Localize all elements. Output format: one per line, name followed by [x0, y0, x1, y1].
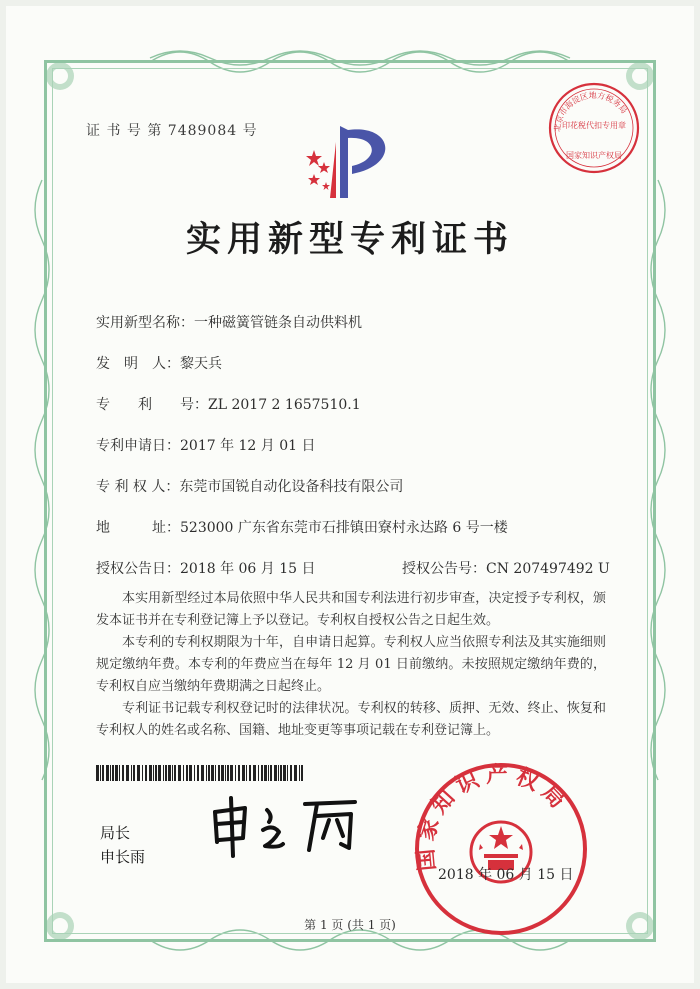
barcode-bar — [208, 765, 210, 781]
barcode-bar — [110, 765, 111, 781]
filing-date-label: 专利申请日： — [96, 438, 180, 454]
grant-number-row — [402, 558, 610, 578]
address-label: 地 址： — [96, 520, 180, 536]
barcode-bar — [106, 765, 109, 781]
barcode-bar — [238, 765, 240, 781]
cnipa-logo-icon — [300, 120, 410, 200]
body-paragraph-3: 专利证书记载专利权登记时的法律状况。专利权的转移、质押、无效、终止、恢复和专利权人的姓名或名称、国籍、地址变更等事项记载在专利登记簿上。 — [96, 701, 606, 738]
barcode-bar — [158, 765, 161, 781]
barcode-bar — [172, 765, 173, 781]
barcode-bar — [149, 765, 152, 781]
barcode-bar — [283, 765, 286, 781]
barcode-bar — [178, 765, 181, 781]
barcode-bar — [183, 765, 184, 781]
barcode-bar — [246, 765, 247, 781]
barcode-bar — [280, 765, 282, 781]
utility-model-name-value: 一种磁簧管链条自动供料机 — [194, 315, 362, 331]
barcode-bar — [197, 765, 199, 781]
barcode-bar — [102, 765, 104, 781]
barcode-bar — [301, 765, 303, 781]
svg-text:北京市海淀区地方税务局: 北京市海淀区地方税务局 — [552, 90, 629, 133]
patent-number-label: 专 利 号： — [96, 397, 208, 413]
barcode-bar — [221, 765, 224, 781]
barcode-bar — [215, 765, 216, 781]
barcode-bar — [249, 765, 251, 781]
barcode-bar — [287, 765, 288, 781]
seal-date: 2018 年 06 月 15 日 — [438, 867, 574, 883]
barcode-bar — [112, 765, 114, 781]
barcode-bar — [194, 765, 195, 781]
barcode-bar — [299, 765, 300, 781]
barcode-bar — [201, 765, 204, 781]
stamp-bottom-text: 国家知识产权局 — [566, 151, 622, 160]
patentee-value: 东莞市国锐自动化设备科技有限公司 — [179, 479, 404, 495]
barcode-bar — [153, 765, 154, 781]
certificate-title: 实用新型专利证书 — [185, 219, 514, 260]
stamp-center-text: 印花税代扣专用章 — [562, 121, 626, 130]
barcode-bar — [145, 765, 147, 781]
body-paragraph-2: 本专利的专利权期限为十年，自申请日起算。专利权人应当依照专利法及其实施细则规定缴纳年费。本专利的年费应当在每年 12 月 01 日前缴纳。未按照规定缴纳年费的，专利权自应当缴纳年费期满之日起终止。 — [96, 635, 606, 694]
barcode-bar — [270, 765, 272, 781]
patent-number-row — [96, 394, 361, 414]
barcode-bar — [206, 765, 207, 781]
barcode-bar — [278, 765, 279, 781]
barcode-bar — [274, 765, 277, 781]
director-title: 局长 — [100, 824, 131, 842]
barcode-bar — [122, 765, 124, 781]
barcode-bar — [189, 765, 192, 781]
barcode-bar — [137, 765, 140, 781]
barcode-bar — [225, 765, 226, 781]
svg-text:国家知识产权局: 国家知识产权局 — [412, 761, 575, 873]
director-signature — [205, 790, 365, 860]
patentee-label: 专 利 权 人： — [96, 479, 180, 495]
barcode-bar — [131, 765, 132, 781]
inventor-label: 发 明 人： — [96, 356, 180, 372]
cnipa-seal — [412, 760, 590, 938]
barcode-bar — [261, 765, 263, 781]
barcode-bar — [268, 765, 269, 781]
barcode-bar — [211, 765, 214, 781]
barcode-bar — [155, 765, 157, 781]
barcode-bar — [142, 765, 143, 781]
address-row — [96, 517, 508, 537]
barcode-bar — [242, 765, 245, 781]
tax-stamp — [546, 80, 642, 176]
barcode — [96, 765, 306, 781]
inventor-value: 黎天兵 — [180, 356, 222, 372]
barcode-bar — [235, 765, 236, 781]
barcode-bar — [163, 765, 164, 781]
grant-date-value: 2018 年 06 月 15 日 — [180, 561, 316, 577]
barcode-bar — [119, 765, 120, 781]
grant-date-row — [96, 558, 316, 578]
barcode-bar — [186, 765, 188, 781]
filing-date-row — [96, 435, 316, 455]
barcode-bar — [218, 765, 220, 781]
address-value: 523000 广东省东莞市石排镇田寮村永达路 6 号一楼 — [180, 520, 508, 536]
utility-model-name-label: 实用新型名称： — [96, 315, 194, 331]
director-name: 申长雨 — [100, 848, 146, 866]
patentee-row — [96, 476, 403, 496]
grant-date-label: 授权公告日： — [96, 561, 180, 577]
barcode-bar — [115, 765, 118, 781]
barcode-bar — [258, 765, 259, 781]
barcode-bar — [290, 765, 292, 781]
barcode-bar — [174, 765, 176, 781]
barcode-bar — [96, 765, 99, 781]
filing-date-value: 2017 年 12 月 01 日 — [180, 438, 316, 454]
barcode-bar — [227, 765, 229, 781]
barcode-bar — [253, 765, 256, 781]
grant-number-label: 授权公告号： — [402, 561, 486, 577]
patent-number-value: ZL 2017 2 1657510.1 — [208, 397, 361, 413]
inventor-row — [96, 353, 222, 373]
barcode-bar — [100, 765, 101, 781]
barcode-bar — [165, 765, 167, 781]
utility-model-name-row — [96, 312, 362, 332]
body-paragraph-1: 本实用新型经过本局依照中华人民共和国专利法进行初步审查，决定授予专利权，颁发本证书并在专利登记簿上予以登记。专利权自授权公告之日起生效。 — [96, 591, 606, 628]
page-number: 第 1 页 (共 1 页) — [304, 918, 396, 932]
barcode-bar — [133, 765, 135, 781]
barcode-bar — [126, 765, 129, 781]
barcode-bar — [168, 765, 171, 781]
barcode-bar — [230, 765, 233, 781]
grant-number-value: CN 207497492 U — [486, 561, 610, 577]
barcode-bar — [264, 765, 267, 781]
barcode-bar — [294, 765, 297, 781]
certificate-number: 证 书 号 第 7489084 号 — [86, 123, 258, 139]
